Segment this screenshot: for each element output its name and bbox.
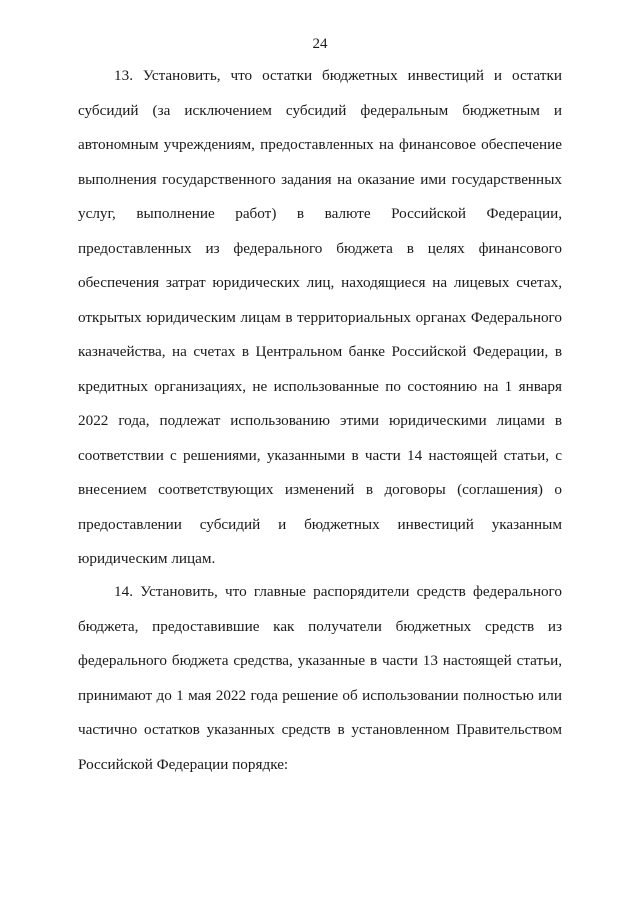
text-line: обеспечения затрат юридических лиц, находящиеся на лицевых счетах, <box>78 274 562 291</box>
text-line: принимают до 1 мая 2022 года решение об использовании полностью или <box>78 686 562 704</box>
text-line: услуг, выполнение работ) в валюте Российской Федерации, <box>78 205 562 222</box>
text-line: выполнения государственного задания на оказание ими государственных <box>78 170 562 188</box>
paragraph-14 <box>78 581 562 788</box>
text-line: частично остатков указанных средств в установленном Правительством <box>78 721 562 738</box>
text-line: юридическим лицам. <box>78 550 216 567</box>
text-line: кредитных организациях, не использованные по состоянию на 1 января <box>78 377 562 395</box>
text-line: предоставлении субсидий и бюджетных инвестиций указанным <box>78 515 562 533</box>
text-line: внесением соответствующих изменений в договоры (соглашения) о <box>78 481 562 498</box>
text-line: предоставленных из федерального бюджета в целях финансового <box>78 239 562 257</box>
text-line: бюджета, предоставившие как получатели бюджетных средств из <box>78 617 562 635</box>
text-line: Российской Федерации порядке: <box>78 755 289 773</box>
text-line: открытых юридическим лицам в территориальных органах Федерального <box>78 308 562 326</box>
paragraph-13 <box>78 65 562 583</box>
text-line: 14. Установить, что главные распорядители средств федерального <box>114 583 562 600</box>
text-line: казначейства, на счетах в Центральном банке Российской Федерации, в <box>78 343 562 360</box>
text-line: федерального бюджета средства, указанные в части 13 настоящей статьи, <box>78 652 562 669</box>
page-number: 24 <box>312 36 328 52</box>
text-line: субсидий (за исключением субсидий федеральным бюджетным и <box>78 101 562 119</box>
text-line: 2022 года, подлежат использованию этими юридическими лицами в <box>78 412 562 429</box>
text-line: автономным учреждениям, предоставленных на финансовое обеспечение <box>78 136 562 153</box>
text-line: 13. Установить, что остатки бюджетных инвестиций и остатки <box>114 67 562 84</box>
text-line: соответствии с решениями, указанными в части 14 настоящей статьи, с <box>78 446 562 464</box>
